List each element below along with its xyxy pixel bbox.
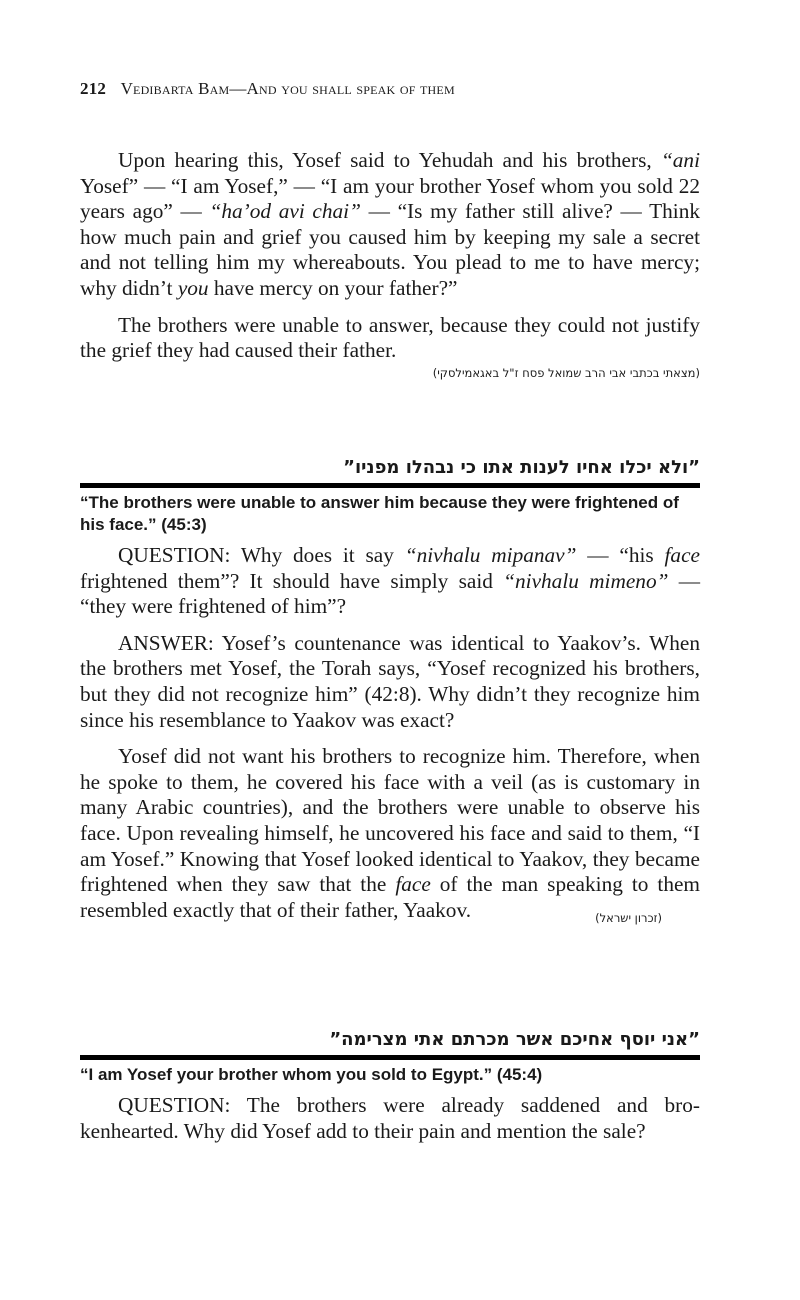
section-brothers-frightened bbox=[80, 455, 700, 931]
text-run: have mercy on your father?” bbox=[208, 275, 458, 300]
running-title: Vedibarta Bam—And you shall speak of them bbox=[120, 79, 455, 98]
text-run: — “his bbox=[576, 543, 665, 567]
italic-text: face bbox=[395, 872, 431, 897]
heading-rule bbox=[80, 483, 700, 488]
italic-text: face bbox=[664, 543, 700, 567]
heading-rule bbox=[80, 1055, 700, 1060]
text-run: The brothers were unable to answer, because they could not justify the grief they had caused their father. bbox=[80, 312, 700, 363]
section2-body bbox=[80, 543, 700, 923]
text-run: — “they were frightened of him”? bbox=[80, 568, 700, 619]
italic-text: “ani bbox=[660, 148, 700, 172]
italic-text: “nivhalu mimeno” bbox=[503, 568, 669, 593]
text-run: Upon hearing this, Yosef said to Yehudah and his brothers, bbox=[118, 148, 661, 172]
paragraph bbox=[80, 313, 700, 364]
text-run: of the man speaking to them resembled exactly that of their father, Yaakov. bbox=[80, 872, 700, 922]
running-header bbox=[80, 79, 455, 99]
paragraph bbox=[80, 148, 700, 302]
paragraph bbox=[80, 543, 700, 620]
section-yosef-reveals bbox=[80, 148, 700, 380]
paragraph bbox=[80, 1093, 700, 1144]
verse-hebrew: ”ולא יכלו אחיו לענות אתו כי נבהלו מפניו” bbox=[343, 457, 700, 478]
verse-hebrew: ”אני יוסף אחיכם אשר מכרתם אתי מצרימה” bbox=[329, 1029, 700, 1050]
text-run: ANSWER: Yosef’s countenance was identical to Yaakov’s. When the brothers met Yosef, the Torah says, “Yosef recognized his brothers, but they did not recognize him” (42:8). Why didn’t they recognize him since his resemblance to Yaakov was exact? bbox=[80, 630, 700, 732]
italic-text: you bbox=[177, 275, 209, 300]
source-citation: (מצאתי בכתבי אבי הרב שמואל פסח ז"ל באגאמילסקי) bbox=[432, 365, 700, 380]
verse-english: “I am Yosef your brother whom you sold to Egypt.” (45:4) bbox=[80, 1065, 543, 1084]
text-run: Yosef” — “I am Yosef,” — “I am your brother Yosef whom you sold 22 years ago” — bbox=[80, 173, 700, 224]
italic-text: “ha’od avi chai” bbox=[209, 199, 361, 224]
text-run: — “Is my father still alive? — Think how much pain and grief you caused him by keeping my sale a secret and not telling him my whereabouts. You plead to me to have mercy; why didn’t bbox=[80, 199, 701, 300]
page-number: 212 bbox=[80, 79, 107, 98]
verse-english: “The brothers were unable to answer him because they were frightened of his face.” (45:3) bbox=[80, 493, 679, 534]
section3-body bbox=[80, 1093, 700, 1144]
paragraph bbox=[80, 744, 700, 923]
text-run: Yosef did not want his brothers to recognize him. Therefore, when he spoke to them, he covered his face with a veil (as is customary in many Arabic countries), and the brothers were unable to observe his face. Upon revealing himself, he uncovered his face and said to them, “I am Yosef.” Knowing that Yosef looked identical to Yaakov, they became frightened when they saw that the bbox=[80, 744, 700, 897]
text-run: QUESTION: Why does it say bbox=[118, 543, 405, 567]
section-sold-to-egypt bbox=[80, 1027, 700, 1144]
italic-text: “nivhalu mipanav” bbox=[404, 543, 577, 567]
source-citation: (זכרון ישראל) bbox=[595, 910, 662, 925]
text-run: QUESTION: The brothers were already saddened and brokenhearted. Why did Yosef add to their pain and mention the sale? bbox=[80, 1093, 700, 1143]
text-run: frightened them”? It should have simply said bbox=[80, 568, 504, 593]
section1-body bbox=[80, 148, 700, 364]
paragraph bbox=[80, 631, 700, 733]
